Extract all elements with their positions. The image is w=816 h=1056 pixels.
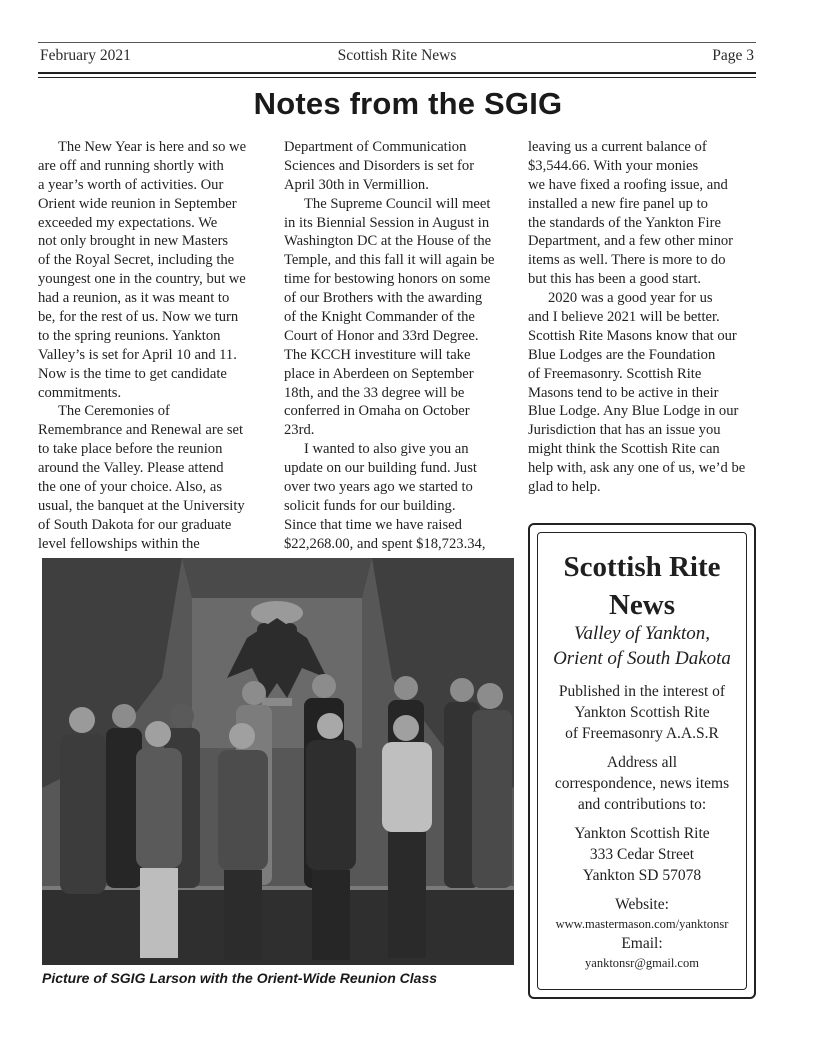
photo-caption: Picture of SGIG Larson with the Orient-Wide Reunion Class [42,970,438,986]
text-line: Jurisdiction that has an issue you [528,422,721,439]
text-line: place in Aberdeen on September [284,365,474,382]
email-label: Email: [621,935,663,952]
text-line: over two years ago we started to [284,479,473,496]
article-column-1 [38,138,270,554]
text-line: had a reunion, as it was meant to [38,290,230,307]
text-line: time for bestowing honors on some [284,271,491,288]
header-date: February 2021 [40,47,131,64]
group-photo-illustration [42,558,514,965]
text-line: Remembrance and Renewal are set [38,422,244,439]
text-line: be, for the rest of us. Now we turn [38,309,239,326]
masthead-published-line: Yankton Scottish Rite [574,704,710,721]
masthead-title-line-1: Scottish Rite [563,551,721,583]
text-line: might think the Scottish Rite can [528,441,720,458]
header-page-number: Page 3 [712,47,754,64]
website-link[interactable]: www.mastermason.com/yanktonsr [555,917,729,931]
text-line: The Ceremonies of [58,403,170,420]
text-line: I wanted to also give you an [304,441,469,458]
text-line: in its Biennial Session in August in [284,214,490,231]
mailing-org: Yankton Scottish Rite [574,825,710,842]
text-line: of the Knight Commander of the [284,309,475,326]
masthead-published-line: Published in the interest of [558,683,726,700]
text-line: level fellowships within the [38,535,200,552]
text-line: around the Valley. Please attend [38,460,224,477]
mailing-city: Yankton SD 57078 [582,867,702,884]
masthead-address-line: Address all [606,754,678,771]
text-line: commitments. [38,384,122,401]
text-line: Scottish Rite Masons know that our [528,327,737,344]
header-rule-thin [38,77,756,78]
masthead-published-note [530,681,754,744]
text-line: the one of your choice. Also, as [38,479,222,496]
mailing-street: 333 Cedar Street [589,846,695,863]
text-line: Temple, and this fall it will again be [284,252,495,269]
text-line: a year’s worth of activities. Our [38,176,224,193]
text-line: we have fixed a roofing issue, and [528,176,728,193]
text-line: Blue Lodge. Any Blue Lodge in our [528,403,739,420]
text-line: 18th, and the 33 degree will be [284,384,465,401]
article-title: Notes from the SGIG [253,86,563,121]
text-line: update on our building fund. Just [284,460,477,477]
header-top-rule [38,42,756,43]
text-line: of Freemasonry. Scottish Rite [528,365,702,382]
text-line: exceeded my expectations. We [38,214,218,231]
masthead-subtitle-line-2: Orient of South Dakota [553,648,731,669]
article-column-3 [528,138,760,497]
text-line: Orient wide reunion in September [38,195,237,212]
text-line: Masons tend to be active in their [528,384,719,401]
masthead-subtitle-line-1: Valley of Yankton, [574,623,710,644]
text-line: The New Year is here and so we [58,139,247,155]
masthead-address-note [530,752,754,815]
text-line: Sciences and Disorders is set for [284,157,475,174]
text-line: not only brought in new Masters [38,233,229,250]
text-line: to take place before the reunion [38,441,223,458]
text-line: installed a new fire panel up to [528,195,708,212]
website-label: Website: [615,896,669,913]
text-line: Court of Honor and 33rd Degree. [284,327,479,344]
masthead-address-line: and contributions to: [577,796,707,813]
text-line: items as well. There is more to do [528,252,726,269]
text-line: $22,268.00, and spent $18,723.34, [284,535,486,552]
header-rule-thick [38,72,756,74]
text-line: to the spring reunions. Yankton [38,327,221,344]
text-line: and I believe 2021 will be better. [528,309,720,326]
text-line: of our Brothers with the awarding [284,290,483,307]
text-line: Now is the time to get candidate [38,365,227,382]
text-line: solicit funds for our building. [284,497,456,514]
text-line: are off and running shortly with [38,157,224,174]
text-line: Department of Communication [284,139,467,155]
text-line: glad to help. [528,479,601,496]
article-column-2 [284,138,516,554]
text-line: help with, ask any one of us, we’d be [528,460,746,477]
running-header [38,47,756,69]
text-line: the standards of the Yankton Fire [528,214,721,231]
text-line: 23rd. [284,422,315,439]
masthead-title [530,548,754,624]
text-line: The KCCH investiture will take [284,346,471,363]
text-line: youngest one in the country, but we [38,271,246,288]
text-line: Since that time we have raised [284,516,462,533]
text-line: usual, the banquet at the University [38,497,245,514]
text-line: Washington DC at the House of the [284,233,492,250]
text-line: April 30th in Vermillion. [284,176,429,193]
text-line: of South Dakota for our graduate [38,516,232,533]
text-line: $3,544.66. With your monies [528,157,699,174]
text-line: conferred in Omaha on October [284,403,470,420]
text-line: Blue Lodges are the Foundation [528,346,716,363]
text-line: 2020 was a good year for us [548,290,713,307]
text-line: Valley’s is set for April 10 and 11. [38,346,237,363]
masthead-subtitle [530,621,754,671]
text-line: Department, and a few other minor [528,233,734,250]
text-line: leaving us a current balance of [528,139,707,155]
masthead-title-line-2: News [608,589,676,621]
header-publication: Scottish Rite News [337,47,457,64]
masthead-address-line: correspondence, news items [554,775,730,792]
text-line: but this has been a good start. [528,271,702,288]
group-photo [42,558,514,965]
text-line: of the Royal Secret, including the [38,252,235,269]
text-line: The Supreme Council will meet [304,195,491,212]
masthead-published-line: of Freemasonry A.A.S.R [565,725,719,742]
email-link[interactable]: yanktonsr@gmail.com [585,956,699,970]
masthead-mailing-address [530,823,754,886]
